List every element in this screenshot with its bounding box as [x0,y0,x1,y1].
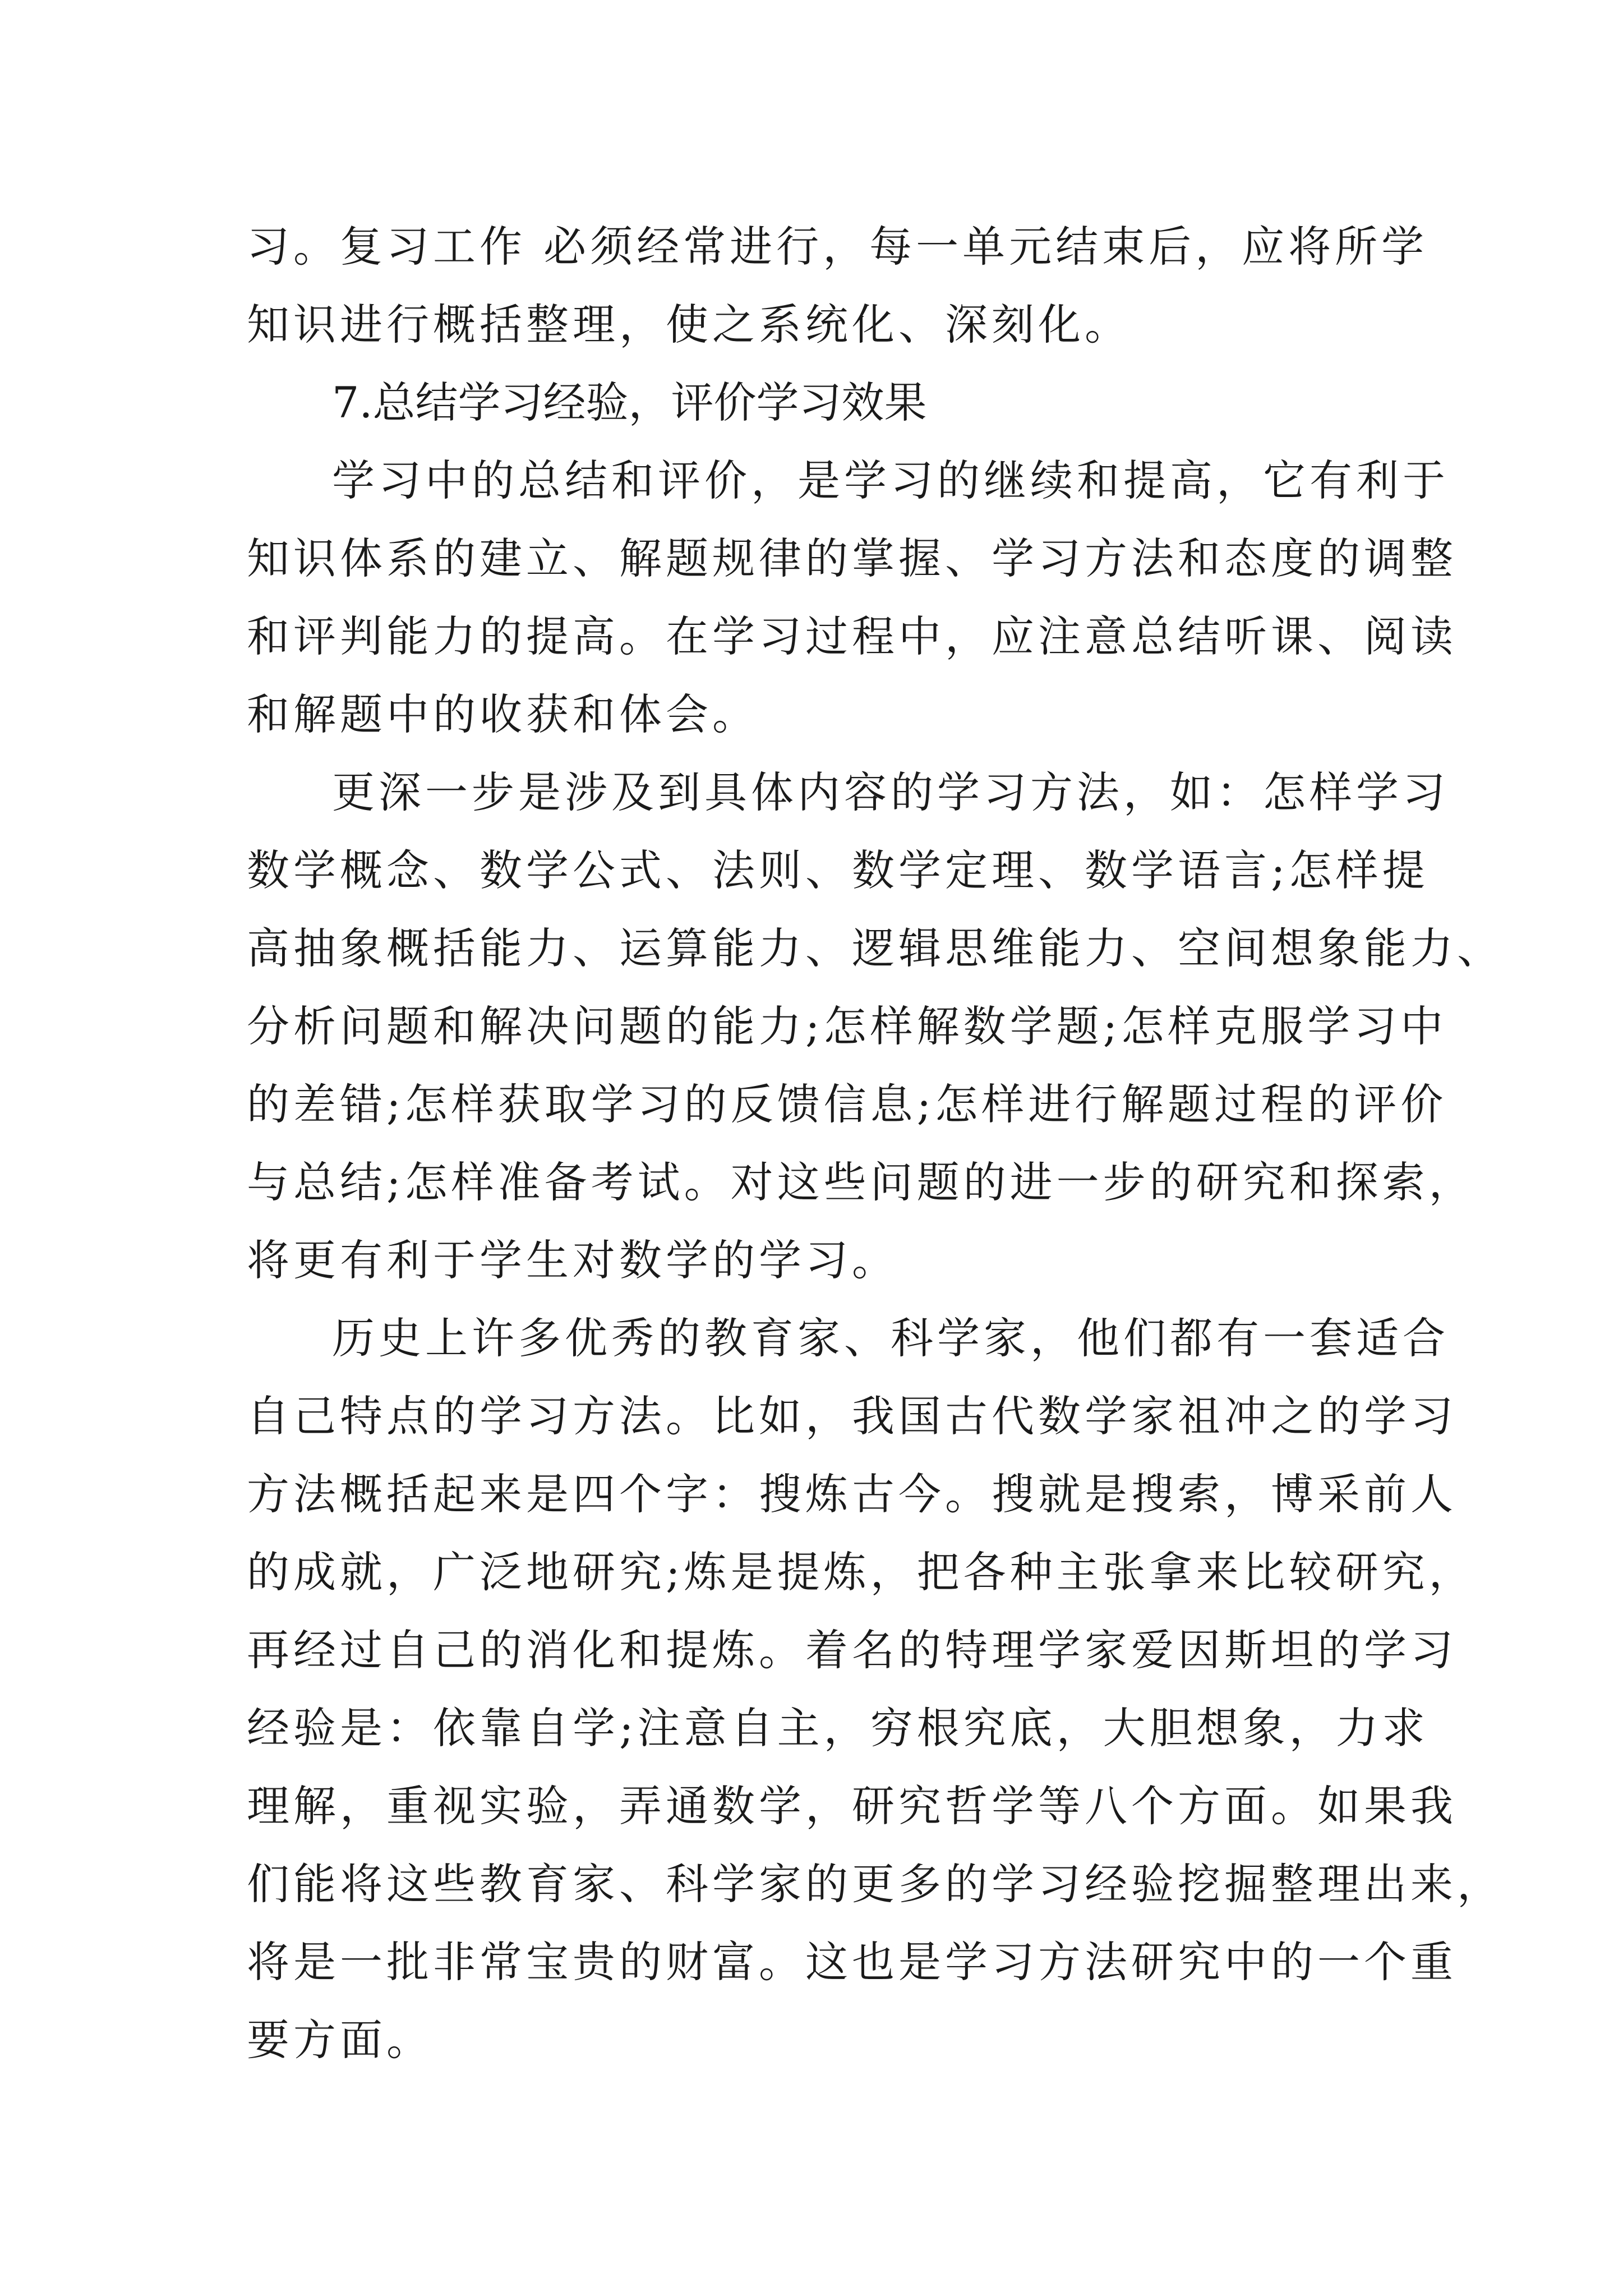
section-heading: 7.总结学习经验，评价学习效果 [332,378,927,427]
text-line: 方法概括起来是四个字：搜炼古今。搜就是搜索，博采前人 [247,1469,1457,1519]
text-line: 和解题中的收获和体会。 [247,689,759,739]
text-line: 学习中的总结和评价，是学习的继续和提高，它有利于 [332,455,1449,505]
text-line: 要方面。 [247,2015,433,2065]
text-line: 经验是：依靠自学;注意自主，穷根究底，大胆想象，力求 [247,1703,1429,1753]
text-line: 习。复习工作 必须经常进行，每一单元结束后，应将所学 [247,222,1428,272]
text-line: 历史上许多优秀的教育家、科学家，他们都有一套适合 [332,1313,1449,1363]
text-line: 将更有利于学生对数学的学习。 [247,1235,898,1285]
text-line: 高抽象概括能力、运算能力、逻辑思维能力、空间想象能力、 [247,923,1504,973]
text-line: 自己特点的学习方法。比如，我国古代数学家祖冲之的学习 [247,1391,1457,1441]
text-line: 和评判能力的提高。在学习过程中，应注意总结听课、阅读 [247,611,1457,661]
text-line: 与总结;怎样准备考试。对这些问题的进一步的研究和探索， [247,1157,1476,1207]
text-line: 再经过自己的消化和提炼。着名的特理学家爱因斯坦的学习 [247,1625,1457,1675]
document-body [247,208,1504,2079]
text-line: 数学概念、数学公式、法则、数学定理、数学语言;怎样提 [247,845,1429,895]
text-line: 们能将这些教育家、科学家的更多的学习经验挖掘整理出来， [247,1859,1504,1909]
text-line: 理解，重视实验，弄通数学，研究哲学等八个方面。如果我 [247,1781,1457,1831]
text-line: 的成就，广泛地研究;炼是提炼，把各种主张拿来比较研究， [247,1547,1476,1597]
text-line: 分析问题和解决问题的能力;怎样解数学题;怎样克服学习中 [247,1001,1447,1051]
text-line: 的差错;怎样获取学习的反馈信息;怎样进行解题过程的评价 [247,1079,1447,1129]
text-line: 知识进行概括整理，使之系统化、深刻化。 [247,300,1131,349]
text-line: 知识体系的建立、解题规律的掌握、学习方法和态度的调整 [247,533,1457,583]
text-line: 更深一步是涉及到具体内容的学习方法，如：怎样学习 [332,767,1449,817]
text-line: 将是一批非常宝贵的财富。这也是学习方法研究中的一个重 [247,1937,1457,1987]
